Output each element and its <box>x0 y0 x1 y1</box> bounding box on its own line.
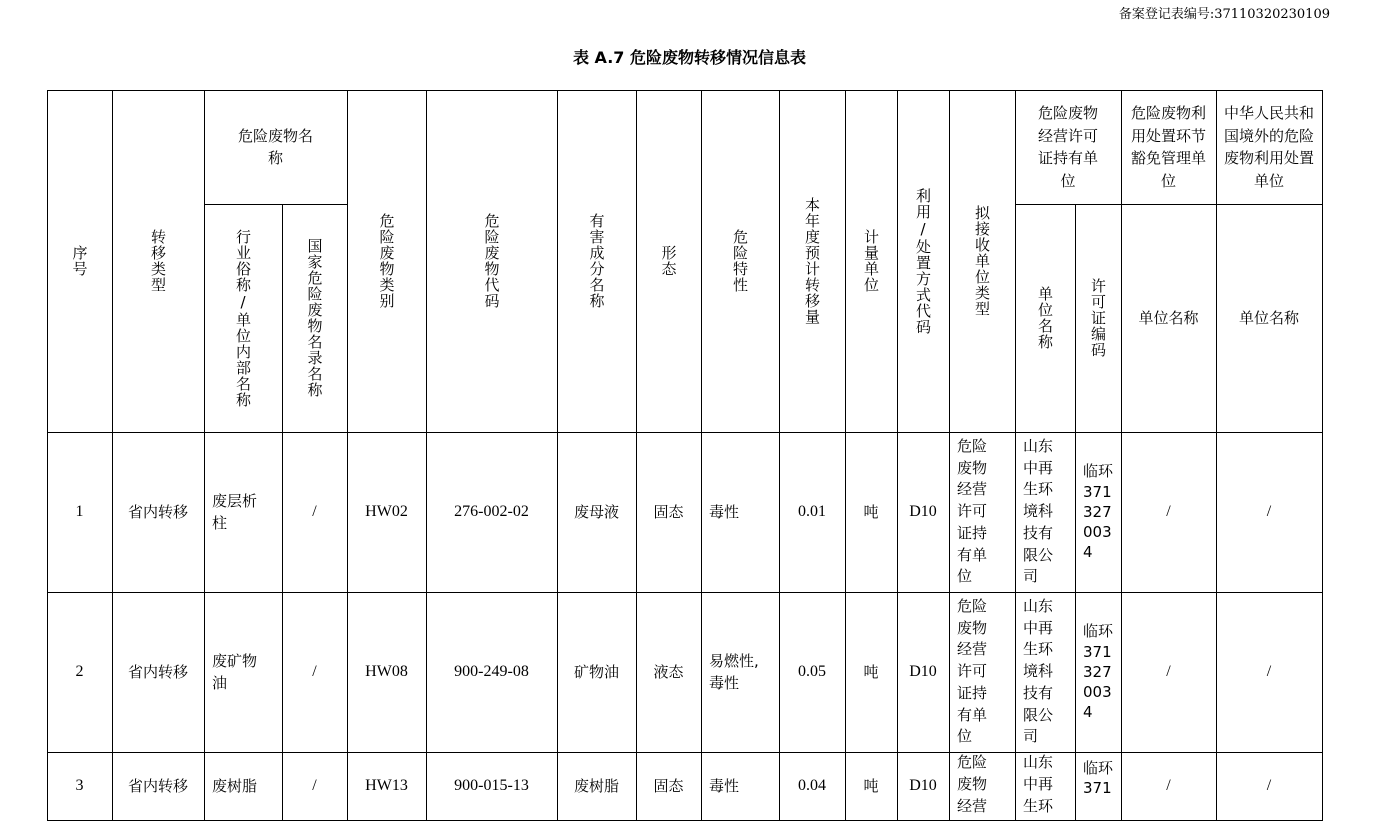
cell-code: 276-002-02 <box>454 503 529 520</box>
cell-industry-name: 废树脂 <box>212 776 258 795</box>
header-exempt-group: 危险废物利用处置环节豁免管理单位 <box>1131 104 1207 190</box>
cell-company: 山东中再生环 <box>1023 753 1054 815</box>
table-title: 表 A.7 危险废物转移情况信息表 <box>572 48 807 67</box>
header-amount: 本年度预计转移量 <box>803 197 821 325</box>
cell-code: 900-249-08 <box>454 663 529 680</box>
cell-harmful: 废树脂 <box>573 776 619 795</box>
registration-number: 备案登记表编号:37110320230109 <box>1118 7 1330 22</box>
cell-harmful: 矿物油 <box>573 662 619 681</box>
header-waste-name-group: 危险废物名称 <box>237 126 313 167</box>
cell-overseas: / <box>1266 777 1272 794</box>
header-form: 形态 <box>659 245 678 277</box>
cell-unit: 吨 <box>863 662 879 681</box>
header-national-name: 国家危险废物名录名称 <box>305 238 324 398</box>
header-seq: 序号 <box>70 245 89 277</box>
cell-amount: 0.01 <box>798 503 826 520</box>
cell-license: 临环3713270034 <box>1083 622 1114 722</box>
header-exempt-name: 单位名称 <box>1138 308 1199 327</box>
header-disposal: 利用/处置方式代码 <box>914 187 932 335</box>
header-company-name: 单位名称 <box>1036 286 1054 350</box>
header-waste-code: 危险废物代码 <box>482 213 501 309</box>
cell-seq: 3 <box>75 777 84 794</box>
cell-transfer-type: 省内转移 <box>127 776 188 795</box>
cell-receiver-type: 危险废物经营许可证持有单位 <box>957 436 988 586</box>
cell-transfer-type: 省内转移 <box>127 662 188 681</box>
cell-company: 山东中再生环境科技有限公司 <box>1023 436 1054 586</box>
header-waste-category: 危险废物类别 <box>377 213 396 309</box>
cell-hazard: 毒性 <box>709 502 740 521</box>
cell-code: 900-015-13 <box>454 777 529 794</box>
cell-license: 临环3713270034 <box>1083 462 1114 562</box>
header-hazard: 危险特性 <box>731 229 749 293</box>
cell-category: HW02 <box>365 503 408 520</box>
cell-seq: 2 <box>75 663 84 680</box>
header-overseas-group: 中华人民共和国境外的危险废物利用处置单位 <box>1224 104 1315 190</box>
header-receiver-type: 拟接收单位类型 <box>973 205 991 317</box>
header-license-code: 许可证编码 <box>1089 278 1107 358</box>
cell-exempt: / <box>1166 503 1171 520</box>
cell-overseas: / <box>1266 503 1272 520</box>
cell-disposal: D10 <box>909 503 937 520</box>
cell-form: 固态 <box>653 776 684 795</box>
cell-national-name: / <box>312 503 317 520</box>
cell-receiver-type: 危险废物经营 <box>957 753 988 815</box>
cell-amount: 0.04 <box>798 777 826 794</box>
cell-hazard: 毒性 <box>709 776 740 795</box>
header-unit: 计量单位 <box>862 229 880 293</box>
cell-license: 临环371 <box>1083 759 1114 798</box>
cell-form: 液态 <box>653 662 684 681</box>
cell-category: HW08 <box>365 663 408 680</box>
cell-national-name: / <box>312 777 317 794</box>
header-overseas-name: 单位名称 <box>1238 308 1299 327</box>
cell-exempt: / <box>1166 663 1171 680</box>
header-license-group: 危险废物经营许可证持有单位 <box>1037 104 1098 190</box>
cell-unit: 吨 <box>863 776 879 795</box>
cell-overseas: / <box>1266 663 1272 680</box>
header-harmful: 有害成分名称 <box>587 213 606 309</box>
cell-amount: 0.05 <box>798 663 826 680</box>
cell-unit: 吨 <box>863 502 879 521</box>
cell-national-name: / <box>312 663 317 680</box>
header-transfer-type: 转移类型 <box>149 229 167 293</box>
cell-seq: 1 <box>75 503 84 520</box>
cell-company: 山东中再生环境科技有限公司 <box>1023 596 1054 746</box>
cell-industry-name: 废层析柱 <box>212 491 258 532</box>
cell-category: HW13 <box>365 777 408 794</box>
header-industry-name: 行业俗称/单位内部名称 <box>234 228 252 408</box>
cell-industry-name: 废矿物油 <box>212 651 258 692</box>
cell-harmful: 废母液 <box>573 502 619 521</box>
cell-form: 固态 <box>653 502 684 521</box>
cell-disposal: D10 <box>909 777 937 794</box>
cell-receiver-type: 危险废物经营许可证持有单位 <box>957 596 988 746</box>
cell-hazard: 易燃性,毒性 <box>709 651 759 692</box>
cell-transfer-type: 省内转移 <box>127 502 188 521</box>
cell-exempt: / <box>1166 777 1171 794</box>
cell-disposal: D10 <box>909 663 937 680</box>
